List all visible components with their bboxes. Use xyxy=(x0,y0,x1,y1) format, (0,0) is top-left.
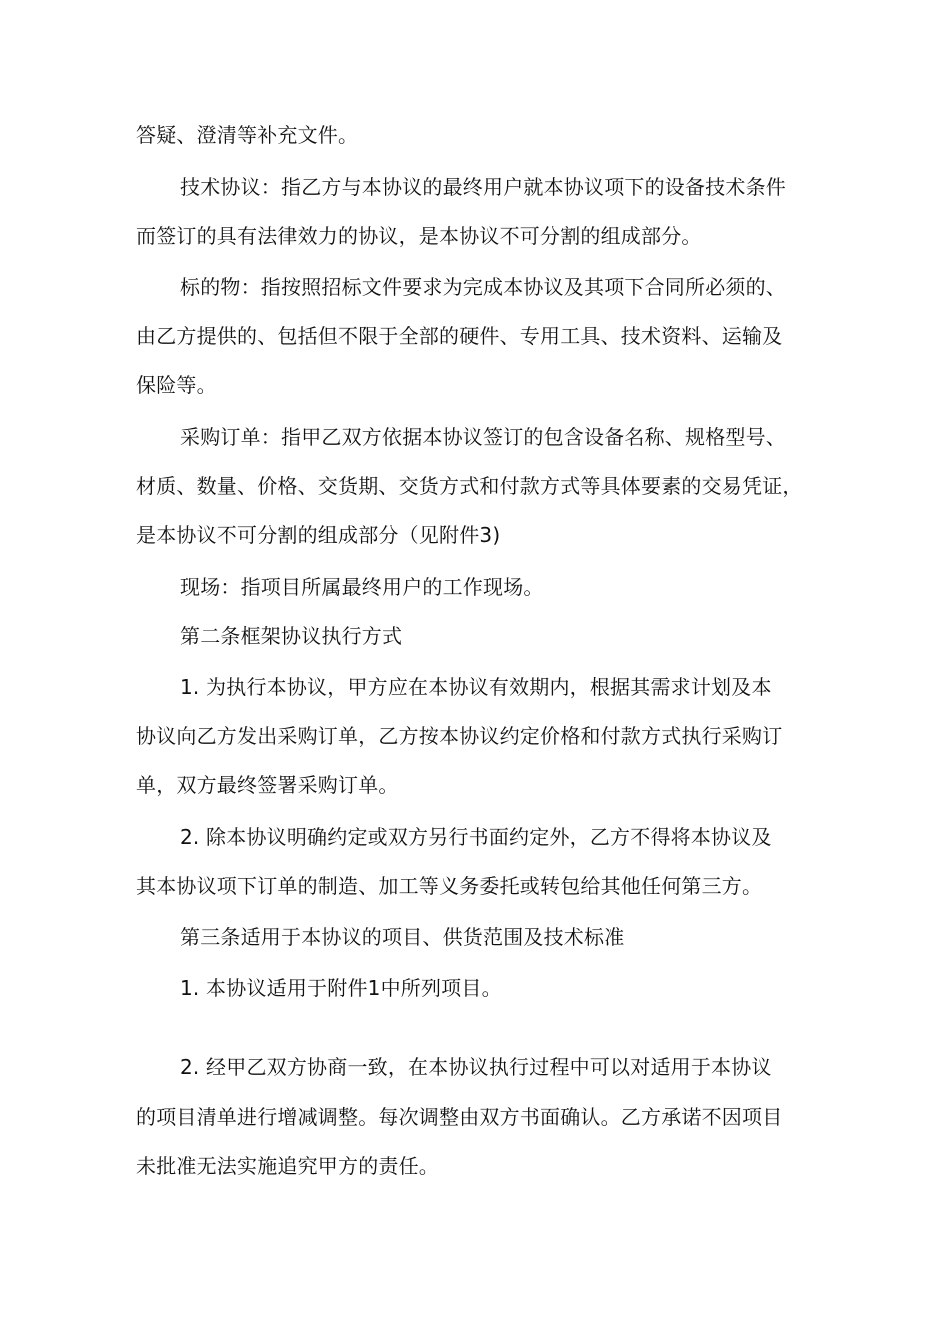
text-line: 材质、数量、价格、交货期、交货方式和付款方式等具体要素的交易凭证， xyxy=(136,474,803,498)
text-line: 答疑、澄清等补充文件。 xyxy=(136,123,359,147)
text-line: 未批准无法实施追究甲方的责任。 xyxy=(136,1154,439,1178)
text-line: 2. 经甲乙双方协商一致，在本协议执行过程中可以对适用于本协议 xyxy=(180,1055,772,1079)
text-line: 技术协议：指乙方与本协议的最终用户就本协议项下的设备技术条件 xyxy=(180,175,786,199)
text-line: 1. 为执行本协议，甲方应在本协议有效期内，根据其需求计划及本 xyxy=(180,675,772,699)
text-line: 标的物：指按照招标文件要求为完成本协议及其项下合同所必须的、 xyxy=(180,275,786,299)
text-line: 是本协议不可分割的组成部分（见附件3) xyxy=(136,523,501,547)
text-line: 其本协议项下订单的制造、加工等义务委托或转包给其他任何第三方。 xyxy=(136,874,763,898)
text-line: 而签订的具有法律效力的协议，是本协议不可分割的组成部分。 xyxy=(136,224,702,248)
text-line: 1. 本协议适用于附件1中所列项目。 xyxy=(180,976,502,1000)
text-line: 由乙方提供的、包括但不限于全部的硬件、专用工具、技术资料、运输及 xyxy=(136,324,783,348)
section-heading: 第二条框架协议执行方式 xyxy=(180,624,403,648)
section-heading: 第三条适用于本协议的项目、供货范围及技术标准 xyxy=(180,925,625,949)
text-line: 保险等。 xyxy=(136,373,217,397)
text-line: 采购订单：指甲乙双方依据本协议签订的包含设备名称、规格型号、 xyxy=(180,425,786,449)
text-line: 的项目清单进行增减调整。每次调整由双方书面确认。乙方承诺不因项目 xyxy=(136,1105,783,1129)
text-line: 单，双方最终签署采购订单。 xyxy=(136,773,399,797)
text-line: 协议向乙方发出采购订单，乙方按本协议约定价格和付款方式执行采购订 xyxy=(136,724,783,748)
text-line: 2. 除本协议明确约定或双方另行书面约定外，乙方不得将本协议及 xyxy=(180,825,772,849)
text-line: 现场：指项目所属最终用户的工作现场。 xyxy=(180,575,544,599)
